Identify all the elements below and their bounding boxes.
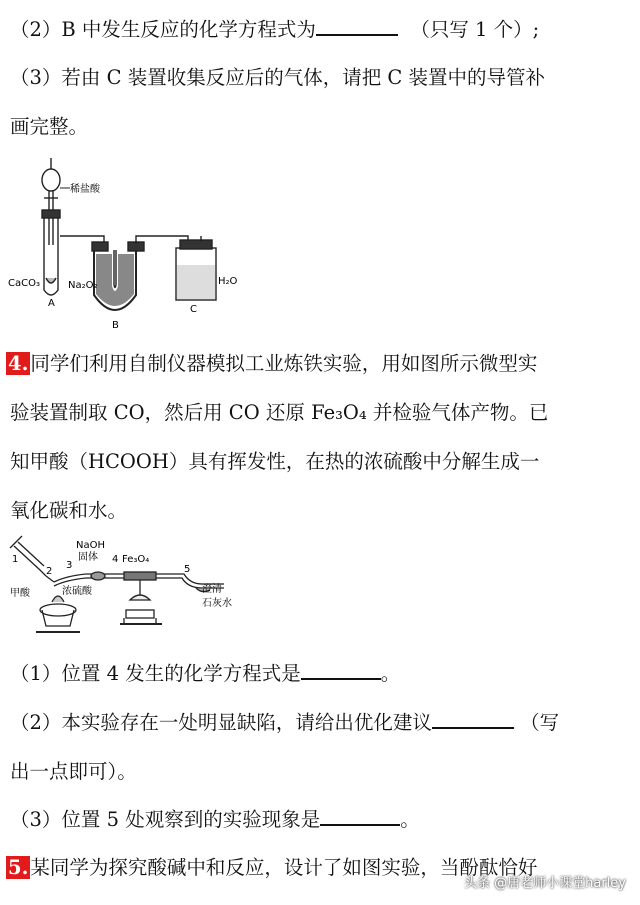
label-h2so4: 浓硫酸 bbox=[62, 586, 92, 597]
q4-line4: 氧化碳和水。 bbox=[10, 499, 128, 522]
q5-line1: 5. 某同学为探究酸碱中和反应，设计了如图实验，当酚酞恰好 bbox=[8, 856, 538, 879]
label-caco3: CaCO₃ bbox=[8, 278, 40, 289]
label-formic-acid: 甲酸 bbox=[10, 588, 30, 599]
label-limewater-2: 石灰水 bbox=[202, 598, 232, 609]
pos-1: 1 bbox=[12, 554, 19, 565]
label-h2o: H₂O bbox=[218, 276, 238, 287]
q3-part3-line2: 画完整。 bbox=[10, 115, 89, 138]
funnel-bulb bbox=[42, 169, 60, 191]
question-number-4: 4. bbox=[8, 352, 29, 375]
apparatus-figure-2 bbox=[6, 532, 246, 644]
q3-part3-line1: （3）若由 C 装置收集反应后的气体，请把 C 装置中的导管补 bbox=[10, 66, 546, 89]
q4-part3: （3）位置 5 处观察到的实验现象是 。 bbox=[10, 808, 420, 831]
label-fe3o4: Fe₃O₄ bbox=[122, 554, 150, 565]
q4-part1: （1）位置 4 发生的化学方程式是 。 bbox=[10, 662, 401, 685]
q3-part2: （2）B 中发生反应的化学方程式为 （只写 1 个）; bbox=[10, 18, 540, 41]
q4-part2-line2: 出一点即可）。 bbox=[10, 760, 137, 783]
pos-3: 3 bbox=[66, 560, 73, 571]
pos-2: 2 bbox=[46, 566, 53, 577]
q4-part2: （2）本实验存在一处明显缺陷，请给出优化建议 （写 bbox=[10, 711, 560, 734]
answer-blank[interactable] bbox=[301, 677, 381, 680]
watermark: 头条 @唐老师小课堂harley bbox=[464, 876, 626, 891]
q4-line2: 验装置制取 CO，然后用 CO 还原 Fe₃O₄ 并检验气体产物。已 bbox=[10, 401, 549, 424]
label-a: A bbox=[48, 298, 55, 309]
label-acid: 稀盐酸 bbox=[70, 184, 100, 195]
label-b: B bbox=[112, 320, 119, 331]
answer-blank[interactable] bbox=[316, 33, 398, 36]
answer-blank[interactable] bbox=[320, 823, 400, 826]
label-limewater-1: 澄清 bbox=[202, 584, 222, 595]
pos-5: 5 bbox=[184, 564, 191, 575]
q4-line1: 4. 同学们利用自制仪器模拟工业炼铁实验，用如图所示微型实 bbox=[8, 352, 538, 375]
label-naoh: NaOH bbox=[76, 540, 105, 551]
apparatus-figure-1 bbox=[8, 150, 248, 331]
label-solid: 固体 bbox=[78, 552, 98, 563]
label-c: C bbox=[190, 304, 197, 315]
pos-4: 4 bbox=[112, 554, 119, 565]
q4-line3: 知甲酸（HCOOH）具有挥发性，在热的浓硫酸中分解生成一 bbox=[10, 450, 540, 473]
answer-blank[interactable] bbox=[432, 726, 514, 729]
label-na2o2: Na₂O₂ bbox=[68, 280, 98, 291]
question-number-5: 5. bbox=[8, 856, 29, 879]
